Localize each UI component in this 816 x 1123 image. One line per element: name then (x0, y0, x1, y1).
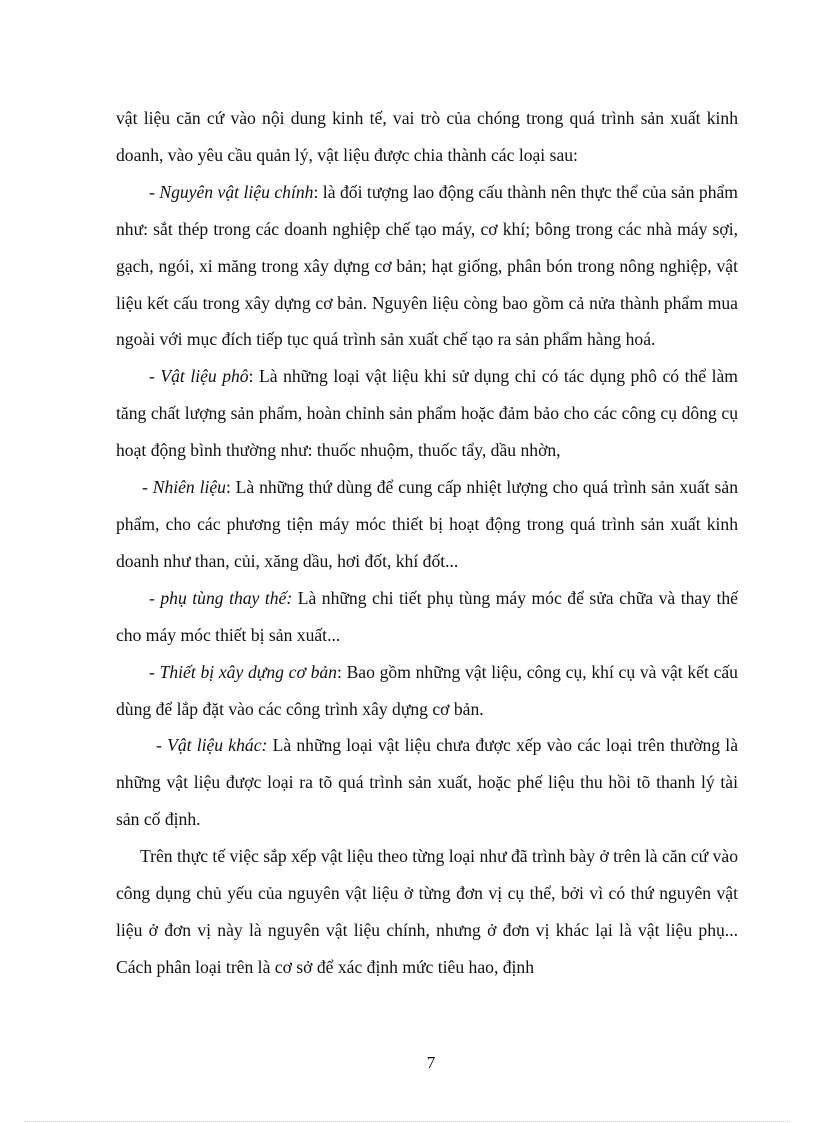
list-term: phụ tùng thay thế: (160, 587, 293, 608)
list-item-thiet-bi-xay-dung (116, 654, 738, 728)
paragraph-conclusion (116, 838, 738, 986)
list-item-vat-lieu-phu (116, 358, 738, 469)
list-bullet: - (149, 587, 161, 608)
list-bullet: - (149, 366, 161, 387)
list-text: : Là những thứ dùng để cung cấp nhiệt lượng cho quá trình sản xuất sản phẩm, cho các phương tiện máy móc thiết bị hoạt động trong quá trình sản xuất kinh doanh như than, củi, xăng dầu, hơi đốt, khí đốt... (116, 477, 738, 571)
list-term: Vật liệu phô (160, 366, 249, 387)
list-text: : Bao gồm những vật liệu, công cụ, khí cụ và vật kết cấu dùng để lắp đặt vào các công trình xây dựng cơ bản. (116, 661, 738, 719)
list-item-vat-lieu-khac (116, 727, 738, 838)
list-item-nhien-lieu (116, 469, 738, 580)
list-bullet: - (156, 735, 168, 756)
list-term: Vật liệu khác: (167, 735, 268, 756)
list-item-nguyen-vat-lieu-chinh (116, 174, 738, 359)
list-bullet: - (142, 477, 153, 498)
footer-dotted-rule (24, 1121, 790, 1122)
list-term: Thiết bị xây dựng cơ bản (159, 661, 337, 682)
list-text: Là những chi tiết phụ tùng máy móc để sửa chữa và thay thế cho máy móc thiết bị sản xuất... (116, 587, 738, 645)
paragraph-text: vật liệu căn cứ vào nội dung kinh tế, vai trò của chóng trong quá trình sản xuất kinh doanh, vào yêu cầu quản lý, vật liệu được chia thành các loại sau: (116, 108, 738, 165)
list-text: : Là những loại vật liệu khi sử dụng chỉ có tác dụng phô có thể làm tăng chất lượng sản phẩm, hoàn chỉnh sản phẩm hoặc đảm bảo cho các công cụ dông cụ hoạt động bình thường như: thuốc nhuộm, thuốc tẩy, dầu nhờn, (116, 366, 738, 461)
list-bullet: - (149, 661, 160, 682)
list-item-phu-tung-thay-the (116, 580, 738, 654)
list-term: Nhiên liệu (152, 477, 226, 498)
page-body (116, 100, 738, 986)
list-term: Nguyên vật liệu chính (159, 181, 314, 202)
list-text: Là những loại vật liệu chưa được xếp vào các loại trên thường là những vật liệu được loại ra tõ quá trình sản xuất, hoặc phế liệu thu hồi tõ thanh lý tài sản cố định. (116, 735, 739, 830)
list-text: : là đối tượng lao động cấu thành nên thực thể của sản phẩm như: sắt thép trong các doanh nghiệp chế tạo máy, cơ khí; bông trong các nhà máy sợi, gạch, ngói, xi măng trong xây dựng cơ bản; hạt giống, phân bón trong nông nghiệp, vật liệu kết cấu trong xây dựng cơ bản. Nguyên liệu còng bao gồm cả nửa thành phẩm mua ngoài với mục đích tiếp tục quá trình sản xuất chế tạo ra sản phẩm hàng hoá. (116, 181, 738, 350)
list-bullet: - (149, 181, 160, 202)
paragraph-intro (116, 100, 738, 174)
paragraph-text: Trên thực tế việc sắp xếp vật liệu theo từng loại như đã trình bày ở trên là căn cứ vào công dụng chủ yếu của nguyên vật liệu ở từng đơn vị cụ thể, bởi vì có thứ nguyên vật liệu ở đơn vị này là nguyên vật liệu chính, nhưng ở đơn vị khác lại là vật liệu phụ... Cách phân loại trên là cơ sở để xác định mức tiêu hao, định (116, 846, 738, 977)
page-number: 7 (426, 1053, 436, 1072)
